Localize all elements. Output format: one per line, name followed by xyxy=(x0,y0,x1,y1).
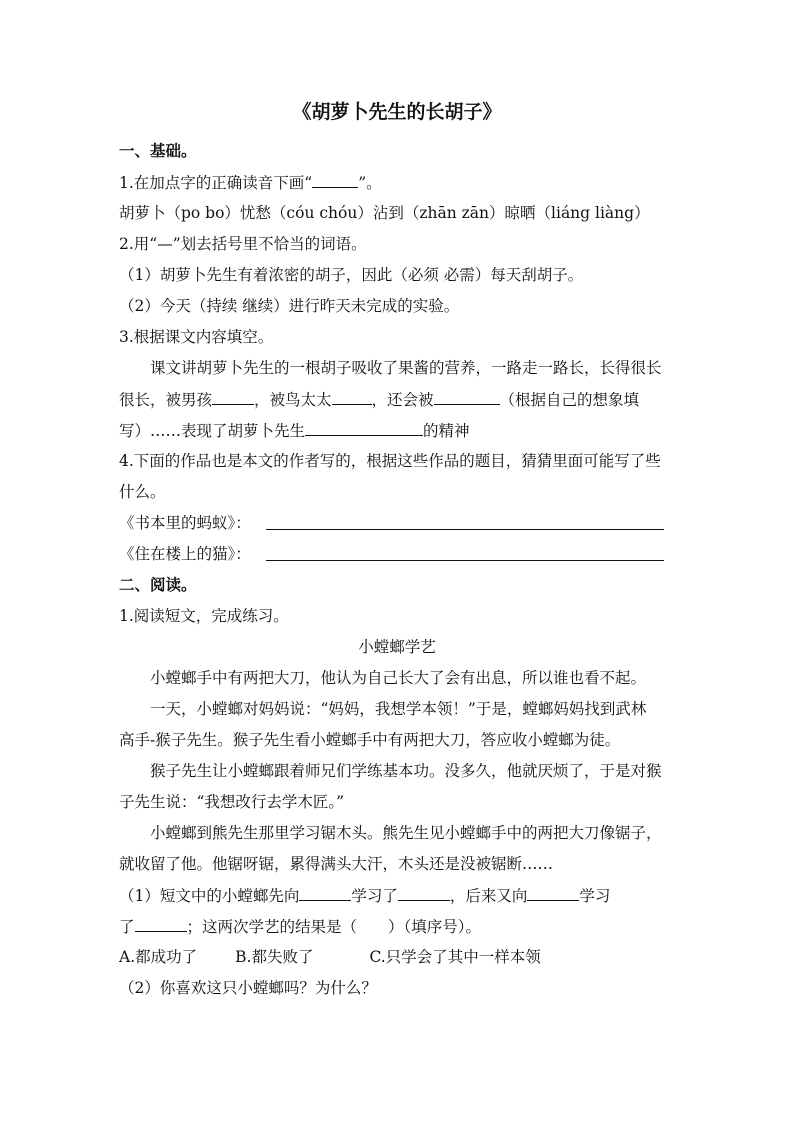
question-3-line-1: 课文讲胡萝卜先生的一根胡子吸收了果酱的营养，一路走一路长，长得很长 xyxy=(150,359,662,377)
reading-question-1-prompt: 1.阅读短文，完成练习。 xyxy=(119,607,289,625)
question-4-prompt-line-1: 4.下面的作品也是本文的作者写的，根据这些作品的题目，猜猜里面可能写了些 xyxy=(119,452,661,470)
option-b: B.都失败了 xyxy=(235,948,314,966)
question-3-line-3 xyxy=(119,420,679,441)
question-4-prompt-line-2: 什么。 xyxy=(119,483,166,501)
question-2-item-1: （1）胡萝卜先生有着浓密的胡子，因此（必须 必需）每天刮胡子。 xyxy=(119,266,584,284)
sub-question-2: （2）你喜欢这只小螳螂吗？为什么？ xyxy=(119,979,377,997)
question-3-prompt: 3.根据课文内容填空。 xyxy=(119,328,274,346)
q3-text-f: 的精神 xyxy=(423,422,470,440)
work-2-answer-line[interactable] xyxy=(266,560,664,561)
option-c: C.只学会了其中一样本领 xyxy=(369,948,541,966)
sub1-text-e: 了 xyxy=(119,918,135,936)
sub1-text-b: 学习了 xyxy=(351,887,398,905)
q3-text-c: ，还会被 xyxy=(371,391,434,409)
q3-blank-bird[interactable] xyxy=(332,389,372,405)
sub-question-1-line-2 xyxy=(119,916,679,937)
sub1-text-f: ；这两次学艺的结果是（ ）（填序号）。 xyxy=(186,918,482,936)
option-a: A.都成功了 xyxy=(119,948,198,966)
story-paragraph-2-line-2: 高手-猴子先生。猴子先生看小螳螂手中有两把大刀，答应收小螳螂为徒。 xyxy=(119,731,621,749)
sub1-blank-skill-1[interactable] xyxy=(398,885,450,901)
story-paragraph-2-line-1: 一天，小螳螂对妈妈说：“妈妈，我想学本领！”于是，螳螂妈妈找到武林 xyxy=(150,700,647,718)
story-paragraph-1: 小螳螂手中有两把大刀，他认为自己长大了会有出息，所以谁也看不起。 xyxy=(150,669,647,687)
question-3-line-2 xyxy=(119,389,679,410)
story-title: 小螳螂学艺 xyxy=(358,638,436,656)
q3-text-d: （根据自己的想象填 xyxy=(499,391,640,409)
q3-blank-imagine[interactable] xyxy=(434,389,500,405)
story-paragraph-4-line-1: 小螳螂到熊先生那里学习锯木头。熊先生见小螳螂手中的两把大刀像锯子， xyxy=(150,824,662,842)
question-1-prompt xyxy=(119,172,679,193)
pinyin-options-line: 胡萝卜（pо bо）忧愁（cóu chóu）沾到（zhān zān）晾晒（liáng liàng） xyxy=(119,204,650,222)
work-1-label: 《书本里的蚂蚁》： xyxy=(119,514,251,532)
sub-question-1-line-1 xyxy=(119,885,679,906)
question-1-prompt-post: ”。 xyxy=(358,174,382,192)
sub1-text-a: （1）短文中的小螳螂先向 xyxy=(119,887,300,905)
sub1-text-d: 学习 xyxy=(579,887,611,905)
sub1-blank-teacher-2[interactable] xyxy=(527,885,579,901)
sub1-blank-teacher-1[interactable] xyxy=(299,885,351,901)
question-2-prompt: 2.用“—”划去括号里不恰当的词语。 xyxy=(119,235,367,253)
work-2-label: 《住在楼上的猫》： xyxy=(119,545,251,563)
q3-text-b: ，被鸟太太 xyxy=(254,391,332,409)
section-heading-basics: 一、基础。 xyxy=(119,141,197,160)
q3-blank-boy[interactable] xyxy=(212,389,254,405)
story-paragraph-3-line-2: 子先生说：“我想改行去学木匠。” xyxy=(119,793,345,811)
question-1-prompt-pre: 1.在加点字的正确读音下画“ xyxy=(119,174,313,192)
underline-sample xyxy=(312,172,358,188)
sub1-text-c: ，后来又向 xyxy=(449,887,528,905)
question-2-item-2: （2）今天（持续 继续）进行昨天未完成的实验。 xyxy=(119,297,460,315)
q3-text-e: 写）……表现了胡萝卜先生 xyxy=(119,422,306,440)
story-paragraph-4-line-2: 就收留了他。他锯呀锯，累得满头大汗，木头还是没被锯断…… xyxy=(119,855,554,873)
q3-blank-spirit[interactable] xyxy=(305,420,423,436)
section-heading-reading: 二、阅读。 xyxy=(119,575,197,594)
page-title: 《胡萝卜先生的长胡子》 xyxy=(292,101,502,123)
answer-options xyxy=(119,947,679,967)
work-1-answer-line[interactable] xyxy=(266,529,664,530)
sub1-blank-skill-2[interactable] xyxy=(135,916,187,932)
q3-text-a: 很长，被男孩 xyxy=(119,391,213,409)
story-paragraph-3-line-1: 猴子先生让小螳螂跟着师兄们学练基本功。没多久，他就厌烦了，于是对猴 xyxy=(150,762,662,780)
